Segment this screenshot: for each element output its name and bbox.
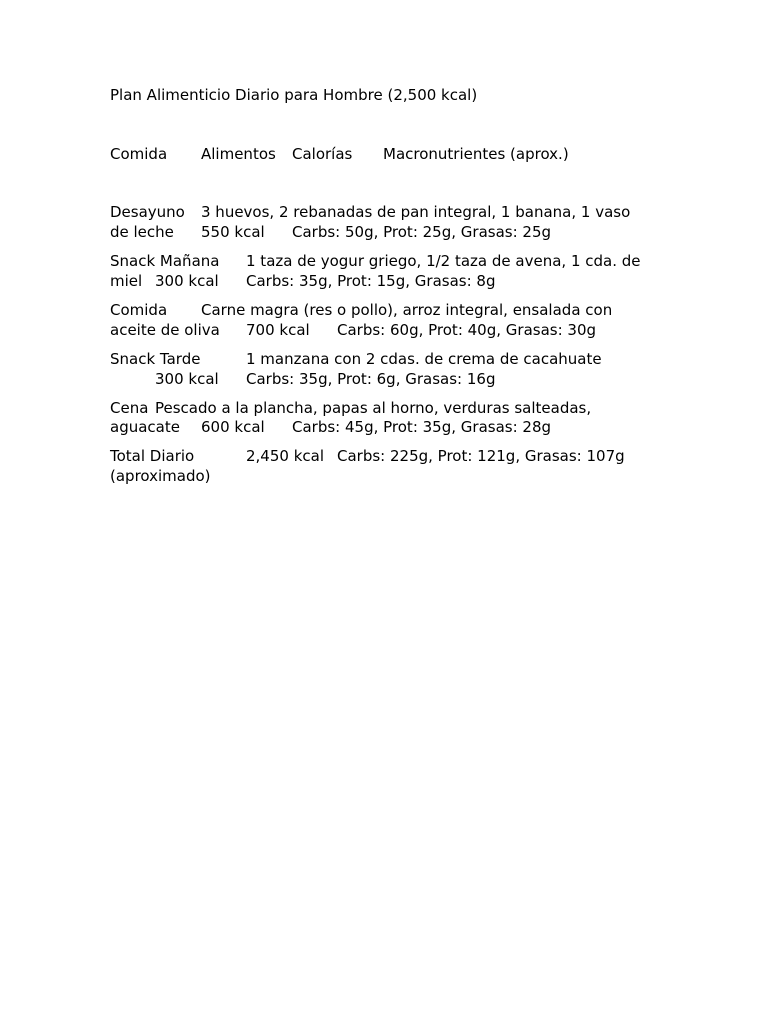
row-comida-macros: Carbs: 60g, Prot: 40g, Grasas: 30g [337, 321, 597, 339]
row-desayuno-meal: Desayuno [110, 203, 185, 221]
header-macronutrientes: Macronutrientes (aprox.) [383, 145, 569, 163]
row-snack-manana-foods-cont: miel [110, 272, 143, 290]
row-comida-foods-cont: aceite de oliva [110, 321, 220, 339]
row-snack-manana-meal: Snack Mañana [110, 252, 220, 270]
total-note: (aproximado) [110, 467, 211, 485]
row-snack-manana-calories: 300 kcal [155, 272, 219, 290]
row-cena-macros: Carbs: 45g, Prot: 35g, Grasas: 28g [292, 418, 552, 436]
row-cena-calories: 600 kcal [201, 418, 265, 436]
row-snack-tarde-foods: 1 manzana con 2 cdas. de crema de cacahuate [246, 350, 602, 368]
total-label: Total Diario [110, 447, 195, 465]
total-macros: Carbs: 225g, Prot: 121g, Grasas: 107g [337, 447, 625, 465]
header-alimentos: Alimentos [201, 145, 276, 163]
document-title: Plan Alimenticio Diario para Hombre (2,500 kcal) [110, 86, 478, 104]
row-cena-foods-cont: aguacate [110, 418, 180, 436]
header-comida: Comida [110, 145, 168, 163]
row-desayuno-foods-cont: de leche [110, 223, 174, 241]
row-comida-calories: 700 kcal [246, 321, 310, 339]
row-desayuno-foods: 3 huevos, 2 rebanadas de pan integral, 1 banana, 1 vaso [201, 203, 631, 221]
row-snack-tarde-macros: Carbs: 35g, Prot: 6g, Grasas: 16g [246, 370, 496, 388]
header-calorias: Calorías [292, 145, 353, 163]
total-calories: 2,450 kcal [246, 447, 325, 465]
row-comida-foods: Carne magra (res o pollo), arroz integral, ensalada con [201, 301, 613, 319]
row-snack-tarde-calories: 300 kcal [155, 370, 219, 388]
row-desayuno-macros: Carbs: 50g, Prot: 25g, Grasas: 25g [292, 223, 552, 241]
row-snack-manana-macros: Carbs: 35g, Prot: 15g, Grasas: 8g [246, 272, 496, 290]
row-snack-manana-foods: 1 taza de yogur griego, 1/2 taza de avena, 1 cda. de [246, 252, 641, 270]
row-desayuno-calories: 550 kcal [201, 223, 265, 241]
row-cena-meal: Cena [110, 399, 149, 417]
row-cena-foods: Pescado a la plancha, papas al horno, verduras salteadas, [155, 399, 592, 417]
row-comida-meal: Comida [110, 301, 168, 319]
row-snack-tarde-meal: Snack Tarde [110, 350, 201, 368]
